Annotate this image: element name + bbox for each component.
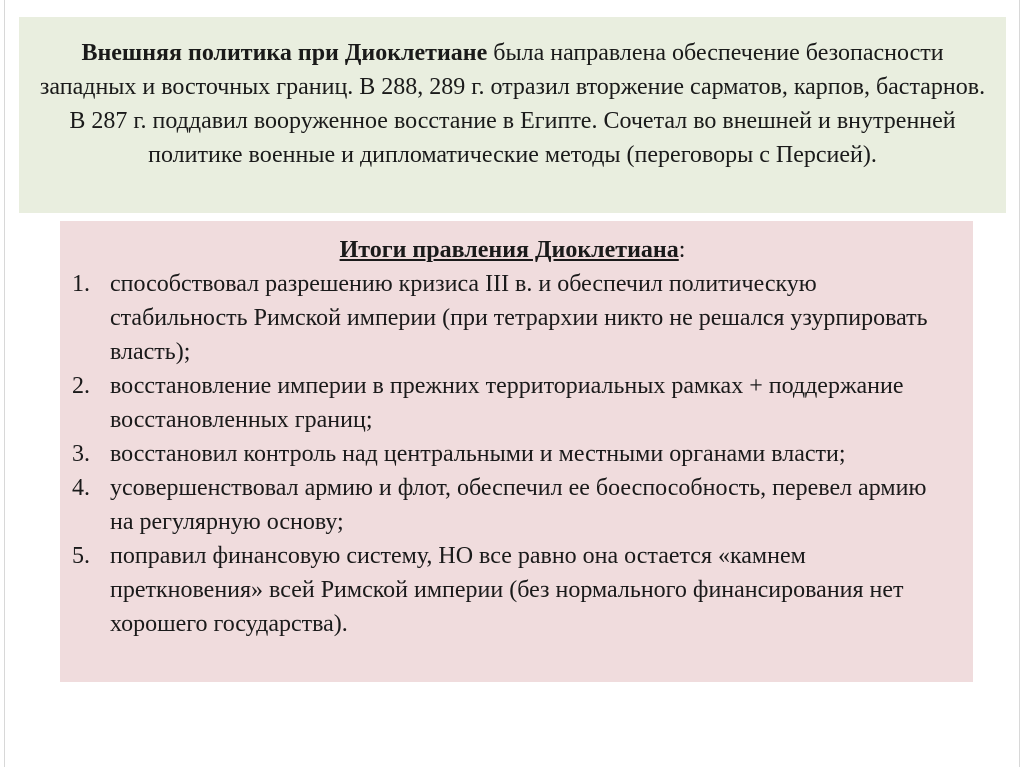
list-item-number: 1. (72, 271, 90, 297)
list-item-text: восстановление империи в прежних территориальных рамках + поддержание восстановленных границ; (110, 373, 904, 433)
results-box (60, 221, 973, 682)
results-list-item (72, 471, 953, 539)
list-item-number: 4. (72, 475, 90, 501)
results-title-colon: : (678, 237, 686, 263)
results-title: Итоги правления Диоклетиана (339, 237, 679, 263)
foreign-policy-heading: Внешняя политика при Диоклетиане (81, 40, 488, 66)
list-item-text: восстановил контроль над центральными и местными органами власти; (110, 441, 846, 467)
slide-frame-right (1019, 0, 1020, 767)
slide-frame-left (4, 0, 5, 767)
results-heading (72, 233, 953, 267)
list-item-text: поправил финансовую систему, НО все равно она остается «камнем преткновения» всей Римской империи (без нормального финансирования нет хорошего государства). (110, 543, 904, 637)
results-list-item (72, 539, 953, 641)
results-list (72, 267, 953, 641)
list-item-number: 3. (72, 441, 90, 467)
results-list-item (72, 369, 953, 437)
list-item-text: способствовал разрешению кризиса III в. и обеспечил политическую стабильность Римской империи (при тетрархии никто не решался узурпировать власть); (110, 271, 928, 365)
results-list-item (72, 437, 953, 471)
list-item-number: 2. (72, 373, 90, 399)
list-item-text: усовершенствовал армию и флот, обеспечил ее боеспособность, перевел армию на регулярную основу; (110, 475, 927, 535)
list-item-number: 5. (72, 543, 90, 569)
results-list-item (72, 267, 953, 369)
foreign-policy-box (19, 17, 1006, 213)
foreign-policy-text: была направлена обеспечение безопасности западных и восточных границ. В 288, 289 г. отразил вторжение сарматов, карпов, бастарнов. В 287 г. поддавил вооруженное восстание в Египте. Сочетал во внешней и внутренней политике военные и дипломатические методы (переговоры с Персией). (39, 40, 986, 168)
